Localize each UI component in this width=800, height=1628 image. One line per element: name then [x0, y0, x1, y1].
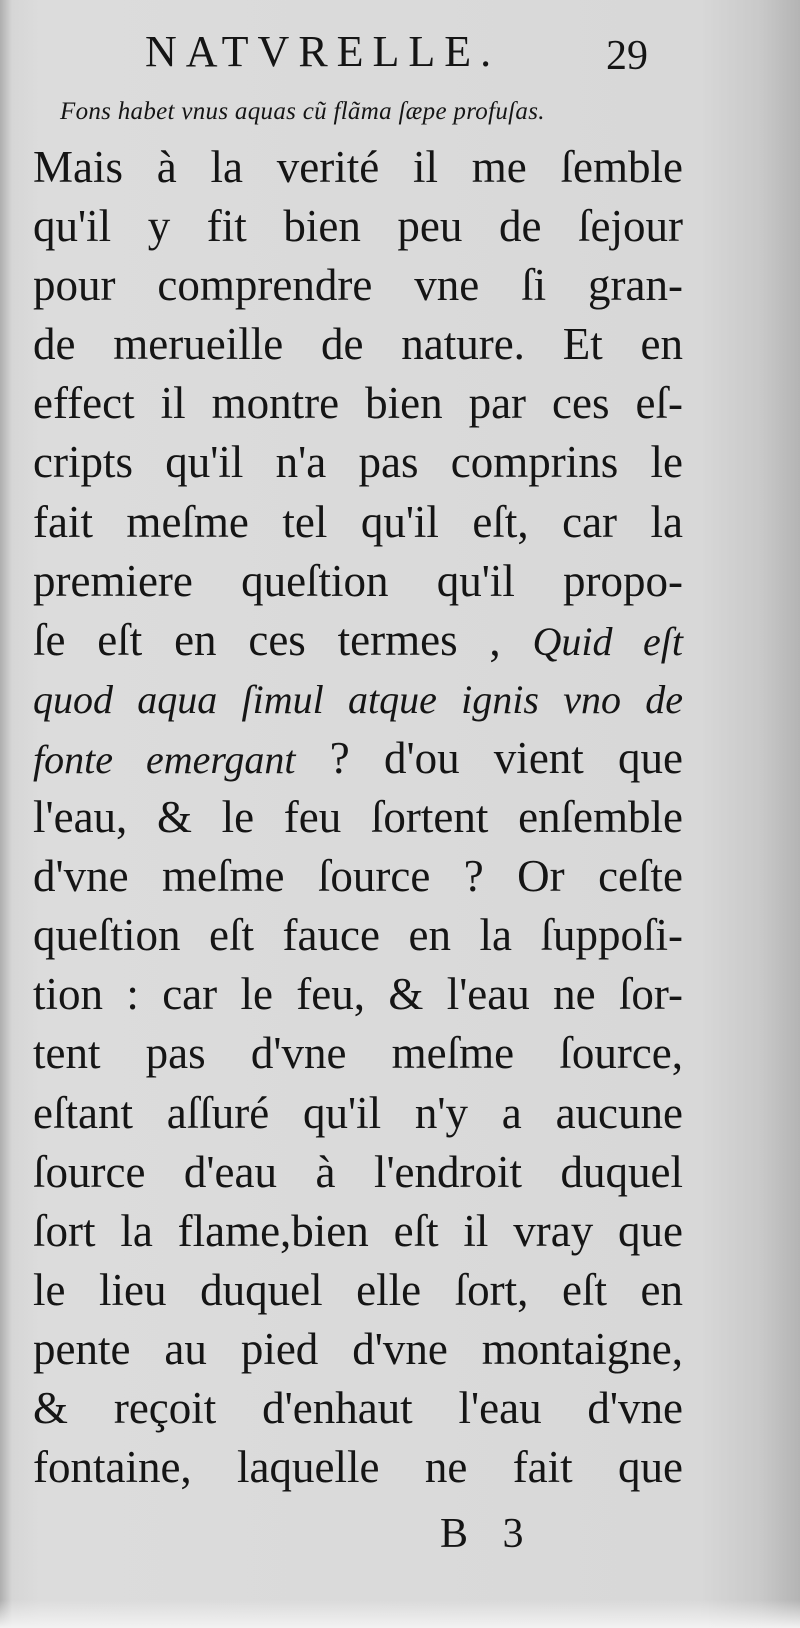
- text-line: eſtant aſſuré qu'il n'y a aucune: [33, 1087, 683, 1138]
- text-line: queſtion eſt fauce en la ſuppoſi-: [33, 910, 683, 961]
- text-line-mixed: [33, 729, 683, 788]
- italic-segment: fonte emergant: [33, 736, 296, 782]
- roman-segment: ſe eſt en ces termes ,: [33, 614, 501, 665]
- roman-segment: ? d'ou vient que: [329, 732, 683, 783]
- text-line: cripts qu'il n'a pas comprins le: [33, 437, 683, 488]
- text-line: de merueille de nature. Et en: [33, 319, 683, 370]
- epigraph: Fons habet vnus aquas cũ flãma ſæpe profuſas.: [60, 98, 545, 125]
- text-line: premiere queſtion qu'il propo-: [33, 555, 683, 606]
- text-line: fontaine, laquelle ne fait que: [33, 1442, 683, 1493]
- text-line: effect il montre bien par ces eſ-: [33, 378, 683, 429]
- italic-segment: Quid eſt: [532, 618, 683, 664]
- text-line: ſource d'eau à l'endroit duquel: [33, 1146, 683, 1197]
- text-line: ſort la flame,bien eſt il vray que: [33, 1205, 683, 1256]
- text-line: fait meſme tel qu'il eſt, car la: [33, 496, 683, 547]
- text-line: l'eau, & le feu ſortent enſemble: [33, 792, 683, 843]
- text-line: pente au pied d'vne montaigne,: [33, 1323, 683, 1374]
- text-line: Mais à la verité il me ſemble: [33, 142, 683, 192]
- text-line: pour comprendre vne ſi gran-: [33, 260, 683, 311]
- text-line: & reçoit d'enhaut l'eau d'vne: [33, 1382, 683, 1433]
- page-number: 29: [606, 33, 648, 79]
- italic-line: quod aqua ſimul atque ignis vno de: [33, 676, 683, 722]
- text-line: tion : car le feu, & l'eau ne ſor-: [33, 969, 683, 1020]
- signature-mark: B 3: [440, 1511, 536, 1557]
- body-text: [33, 138, 683, 1497]
- text-line-mixed: [33, 611, 683, 670]
- text-line: qu'il y fit bien peu de ſejour: [33, 201, 683, 252]
- text-line: tent pas d'vne meſme ſource,: [33, 1028, 683, 1079]
- text-line: le lieu duquel elle ſort, eſt en: [33, 1264, 683, 1315]
- text-line: d'vne meſme ſource ? Or ceſte: [33, 851, 683, 902]
- running-title: NATVRELLE.: [145, 27, 501, 76]
